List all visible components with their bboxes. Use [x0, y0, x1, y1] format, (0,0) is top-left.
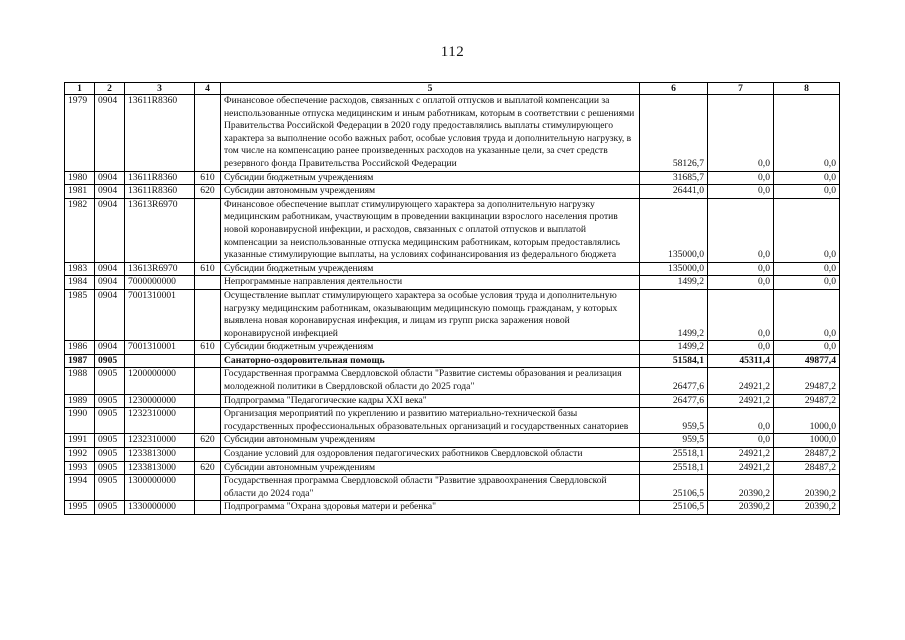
amount-2023-cell: 0,0	[774, 95, 840, 172]
amount-2021-cell: 135000,0	[640, 262, 708, 276]
amount-2023-cell: 0,0	[774, 185, 840, 199]
table-body	[65, 95, 840, 515]
amount-2023-cell: 1000,0	[774, 408, 840, 434]
description-cell: Субсидии бюджетным учреждениям	[221, 341, 640, 355]
amount-2022-cell: 0,0	[708, 185, 774, 199]
amount-2022-cell: 0,0	[708, 262, 774, 276]
row-number-cell: 1986	[65, 341, 95, 355]
description-cell: Субсидии автономным учреждениям	[221, 461, 640, 475]
description-cell: Финансовое обеспечение выплат стимулирующего характера за дополнительную нагрузку медицинским работникам, участвующим в проведении вакцинации взрослого населения против новой коронавирусной инфекции, и расходов, связанных с оплатой отпусков и выплатой компенсации за неиспользованные отпуска медицинским работникам, которым предоставлялись указанные стимулирующие выплаты, на условиях софинансирования из федерального бюджета	[221, 198, 640, 262]
section-code-cell: 0905	[95, 368, 125, 394]
amount-2022-cell: 0,0	[708, 198, 774, 262]
amount-2022-cell: 0,0	[708, 276, 774, 290]
row-number-cell: 1995	[65, 501, 95, 515]
expense-type-cell: 610	[195, 341, 221, 355]
amount-2023-cell: 20390,2	[774, 501, 840, 515]
section-code-cell: 0905	[95, 394, 125, 408]
amount-2022-cell: 20390,2	[708, 475, 774, 501]
header-cell: 8	[774, 83, 840, 95]
amount-2021-cell: 25518,1	[640, 461, 708, 475]
row-number-cell: 1991	[65, 434, 95, 448]
expense-type-cell: 620	[195, 461, 221, 475]
amount-2023-cell: 20390,2	[774, 475, 840, 501]
expense-type-cell	[195, 408, 221, 434]
amount-2023-cell: 0,0	[774, 341, 840, 355]
header-cell: 3	[125, 83, 195, 95]
row-number-cell: 1983	[65, 262, 95, 276]
amount-2021-cell: 1499,2	[640, 289, 708, 340]
amount-2021-cell: 1499,2	[640, 341, 708, 355]
amount-2023-cell: 0,0	[774, 198, 840, 262]
description-cell: Государственная программа Свердловской области "Развитие здравоохранения Свердловской области до 2024 года"	[221, 475, 640, 501]
amount-2021-cell: 25106,5	[640, 501, 708, 515]
description-cell: Осуществление выплат стимулирующего характера за особые условия труда и дополнительную нагрузку медицинским работникам, оказывающим медицинскую помощь гражданам, у которых выявлена новая коронавирусная инфекция, и лицам из групп риска заражения новой коронавирусной инфекцией	[221, 289, 640, 340]
description-cell: Субсидии автономным учреждениям	[221, 434, 640, 448]
amount-2021-cell: 58126,7	[640, 95, 708, 172]
expense-type-cell	[195, 354, 221, 368]
description-cell: Государственная программа Свердловской области "Развитие системы образования и реализация молодежной политики в Свердловской области до 2025 года"	[221, 368, 640, 394]
expense-type-cell	[195, 501, 221, 515]
target-article-cell: 13613R6970	[125, 262, 195, 276]
expense-type-cell	[195, 276, 221, 290]
row-number-cell: 1993	[65, 461, 95, 475]
amount-2021-cell: 25518,1	[640, 448, 708, 462]
table-row	[65, 171, 840, 185]
amount-2022-cell: 0,0	[708, 341, 774, 355]
section-code-cell: 0905	[95, 434, 125, 448]
target-article-cell: 1200000000	[125, 368, 195, 394]
header-row	[65, 83, 840, 95]
amount-2023-cell: 28487,2	[774, 461, 840, 475]
target-article-cell: 13611R8360	[125, 185, 195, 199]
description-cell: Создание условий для оздоровления педагогических работников Свердловской области	[221, 448, 640, 462]
amount-2022-cell: 0,0	[708, 408, 774, 434]
table-row	[65, 461, 840, 475]
amount-2022-cell: 0,0	[708, 289, 774, 340]
section-code-cell: 0905	[95, 448, 125, 462]
table-row	[65, 475, 840, 501]
row-number-cell: 1988	[65, 368, 95, 394]
amount-2021-cell: 26441,0	[640, 185, 708, 199]
section-code-cell: 0904	[95, 95, 125, 172]
section-code-cell: 0904	[95, 171, 125, 185]
amount-2022-cell: 0,0	[708, 171, 774, 185]
target-article-cell: 1300000000	[125, 475, 195, 501]
target-article-cell	[125, 354, 195, 368]
row-number-cell: 1985	[65, 289, 95, 340]
table-row	[65, 408, 840, 434]
expense-type-cell: 610	[195, 171, 221, 185]
header-cell: 6	[640, 83, 708, 95]
page-number: 112	[440, 44, 465, 60]
target-article-cell: 7001310001	[125, 341, 195, 355]
description-cell: Санаторно-оздоровительная помощь	[221, 354, 640, 368]
section-code-cell: 0904	[95, 276, 125, 290]
amount-2023-cell: 0,0	[774, 262, 840, 276]
table-row	[65, 354, 840, 368]
table-row	[65, 501, 840, 515]
table-row	[65, 198, 840, 262]
amount-2021-cell: 26477,6	[640, 394, 708, 408]
amount-2023-cell: 0,0	[774, 171, 840, 185]
expense-type-cell	[195, 394, 221, 408]
expense-type-cell	[195, 475, 221, 501]
table-row	[65, 276, 840, 290]
target-article-cell: 1230000000	[125, 394, 195, 408]
description-cell: Финансовое обеспечение расходов, связанных с оплатой отпусков и выплатой компенсации за неиспользованные отпуска медицинским и иным работникам, которым в соответствии с решениями Правительства Российской Федерации в 2020 году предоставлялись выплаты стимулирующего характера за выполнение особо важных работ, особые условия труда и дополнительную нагрузку, в том числе на компенсацию ранее произведенных расходов на указанные цели, за счет средств резервного фонда Правительства Российской Федерации	[221, 95, 640, 172]
section-code-cell: 0905	[95, 354, 125, 368]
amount-2022-cell: 45311,4	[708, 354, 774, 368]
table-row	[65, 341, 840, 355]
target-article-cell: 7000000000	[125, 276, 195, 290]
description-cell: Субсидии автономным учреждениям	[221, 185, 640, 199]
description-cell: Субсидии бюджетным учреждениям	[221, 171, 640, 185]
section-code-cell: 0905	[95, 408, 125, 434]
row-number-cell: 1992	[65, 448, 95, 462]
amount-2022-cell: 0,0	[708, 434, 774, 448]
row-number-cell: 1981	[65, 185, 95, 199]
expense-type-cell	[195, 198, 221, 262]
description-cell: Подпрограмма "Охрана здоровья матери и ребенка"	[221, 501, 640, 515]
header-cell: 4	[195, 83, 221, 95]
amount-2023-cell: 28487,2	[774, 448, 840, 462]
amount-2022-cell: 24921,2	[708, 394, 774, 408]
description-cell: Подпрограмма "Педагогические кадры XXI века"	[221, 394, 640, 408]
amount-2021-cell: 1499,2	[640, 276, 708, 290]
section-code-cell: 0905	[95, 461, 125, 475]
amount-2021-cell: 959,5	[640, 408, 708, 434]
table-row	[65, 368, 840, 394]
row-number-cell: 1979	[65, 95, 95, 172]
section-code-cell: 0905	[95, 475, 125, 501]
section-code-cell: 0904	[95, 185, 125, 199]
description-cell: Непрограммные направления деятельности	[221, 276, 640, 290]
amount-2023-cell: 49877,4	[774, 354, 840, 368]
row-number-cell: 1990	[65, 408, 95, 434]
table-row	[65, 394, 840, 408]
expense-type-cell	[195, 448, 221, 462]
target-article-cell: 1233813000	[125, 461, 195, 475]
section-code-cell: 0904	[95, 341, 125, 355]
expense-type-cell	[195, 289, 221, 340]
description-cell: Субсидии бюджетным учреждениям	[221, 262, 640, 276]
table-row	[65, 448, 840, 462]
budget-table	[64, 82, 840, 515]
amount-2021-cell: 25106,5	[640, 475, 708, 501]
row-number-cell: 1987	[65, 354, 95, 368]
row-number-cell: 1980	[65, 171, 95, 185]
section-code-cell: 0904	[95, 198, 125, 262]
header-cell: 7	[708, 83, 774, 95]
amount-2022-cell: 20390,2	[708, 501, 774, 515]
amount-2023-cell: 0,0	[774, 276, 840, 290]
header-cell: 2	[95, 83, 125, 95]
table-row	[65, 262, 840, 276]
amount-2022-cell: 24921,2	[708, 448, 774, 462]
amount-2021-cell: 26477,6	[640, 368, 708, 394]
target-article-cell: 7001310001	[125, 289, 195, 340]
expense-type-cell: 620	[195, 434, 221, 448]
amount-2021-cell: 959,5	[640, 434, 708, 448]
target-article-cell: 1232310000	[125, 434, 195, 448]
expense-type-cell: 620	[195, 185, 221, 199]
header-cell: 5	[221, 83, 640, 95]
header-cell: 1	[65, 83, 95, 95]
expense-type-cell	[195, 95, 221, 172]
row-number-cell: 1994	[65, 475, 95, 501]
expense-type-cell: 610	[195, 262, 221, 276]
table-row	[65, 289, 840, 340]
target-article-cell: 13611R8360	[125, 171, 195, 185]
amount-2021-cell: 31685,7	[640, 171, 708, 185]
section-code-cell: 0905	[95, 501, 125, 515]
row-number-cell: 1989	[65, 394, 95, 408]
section-code-cell: 0904	[95, 289, 125, 340]
expense-type-cell	[195, 368, 221, 394]
row-number-cell: 1984	[65, 276, 95, 290]
target-article-cell: 13613R6970	[125, 198, 195, 262]
amount-2021-cell: 135000,0	[640, 198, 708, 262]
amount-2023-cell: 29487,2	[774, 368, 840, 394]
description-cell: Организация мероприятий по укреплению и развитию материально-технической базы государственных профессиональных образовательных организаций и государственных санаториев	[221, 408, 640, 434]
row-number-cell: 1982	[65, 198, 95, 262]
amount-2022-cell: 0,0	[708, 95, 774, 172]
amount-2023-cell: 29487,2	[774, 394, 840, 408]
amount-2023-cell: 1000,0	[774, 434, 840, 448]
section-code-cell: 0904	[95, 262, 125, 276]
target-article-cell: 1232310000	[125, 408, 195, 434]
table-row	[65, 185, 840, 199]
table-row	[65, 434, 840, 448]
amount-2022-cell: 24921,2	[708, 368, 774, 394]
target-article-cell: 1233813000	[125, 448, 195, 462]
table-row	[65, 95, 840, 172]
target-article-cell: 1330000000	[125, 501, 195, 515]
amount-2021-cell: 51584,1	[640, 354, 708, 368]
amount-2022-cell: 24921,2	[708, 461, 774, 475]
amount-2023-cell: 0,0	[774, 289, 840, 340]
target-article-cell: 13611R8360	[125, 95, 195, 172]
